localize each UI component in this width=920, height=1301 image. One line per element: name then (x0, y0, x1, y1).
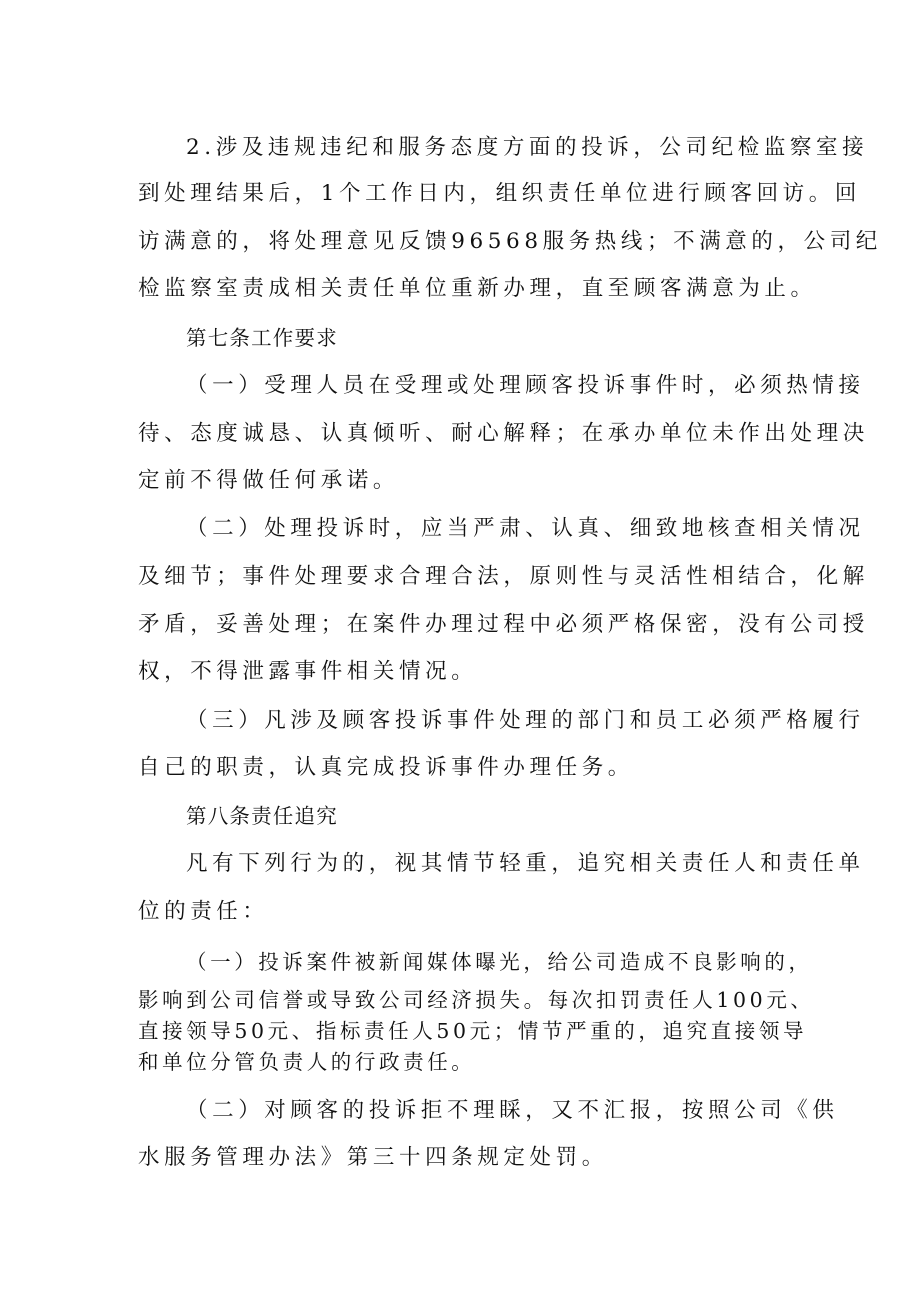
paragraph-line: 矛盾，妥善处理；在案件办理过程中必须严格保密，没有公司授 (138, 612, 869, 637)
paragraph-line: 权，不得泄露事件相关情况。 (138, 659, 478, 684)
paragraph-line: （一）投诉案件被新闻媒体曝光，给公司造成不良影响的， (186, 950, 813, 974)
section-heading: 第八条责任追究 (186, 804, 338, 828)
paragraph-line: （二）处理投诉时，应当严肃、认真、细致地核查相关情况 (186, 516, 865, 541)
paragraph-line: 待、态度诚恳、认真倾听、耐心解释；在承办单位未作出处理决 (138, 421, 869, 446)
paragraph-line: 和单位分管负责人的行政责任。 (138, 1050, 476, 1074)
paragraph-line: 定前不得做任何承诺。 (138, 468, 400, 493)
paragraph-line: 及细节；事件处理要求合理合法，原则性与灵活性相结合，化解 (138, 564, 869, 589)
paragraph-line: 到处理结果后，1个工作日内，组织责任单位进行顾客回访。回 (138, 181, 861, 206)
paragraph-line: （二）对顾客的投诉拒不理睬，又不汇报，按照公司《供 (186, 1098, 839, 1123)
paragraph-line: 凡有下列行为的，视其情节轻重，追究相关责任人和责任单 (186, 851, 865, 876)
paragraph-line: 水服务管理办法》第三十四条规定处罚。 (138, 1145, 608, 1170)
paragraph-line: 检监察室责成相关责任单位重新办理，直至顾客满意为止。 (138, 276, 817, 301)
paragraph-line: 2.涉及违规违纪和服务态度方面的投诉，公司纪检监察室接 (186, 135, 869, 160)
paragraph-line: 访满意的，将处理意见反馈96568服务热线；不满意的，公司纪 (138, 229, 882, 254)
paragraph-line: 直接领导50元、指标责任人50元；情节严重的，追究直接领导 (138, 1019, 808, 1043)
paragraph-line: 位的责任： (138, 899, 269, 924)
paragraph-line: （三）凡涉及顾客投诉事件处理的部门和员工必须严格履行 (186, 708, 865, 733)
paragraph-line: 自己的职责，认真完成投诉事件办理任务。 (138, 755, 634, 780)
paragraph-line: （一）受理人员在受理或处理顾客投诉事件时，必须热情接 (186, 373, 865, 398)
paragraph-line: 影响到公司信誉或导致公司经济损失。每次扣罚责任人100元、 (138, 988, 815, 1012)
section-heading: 第七条工作要求 (186, 326, 338, 350)
